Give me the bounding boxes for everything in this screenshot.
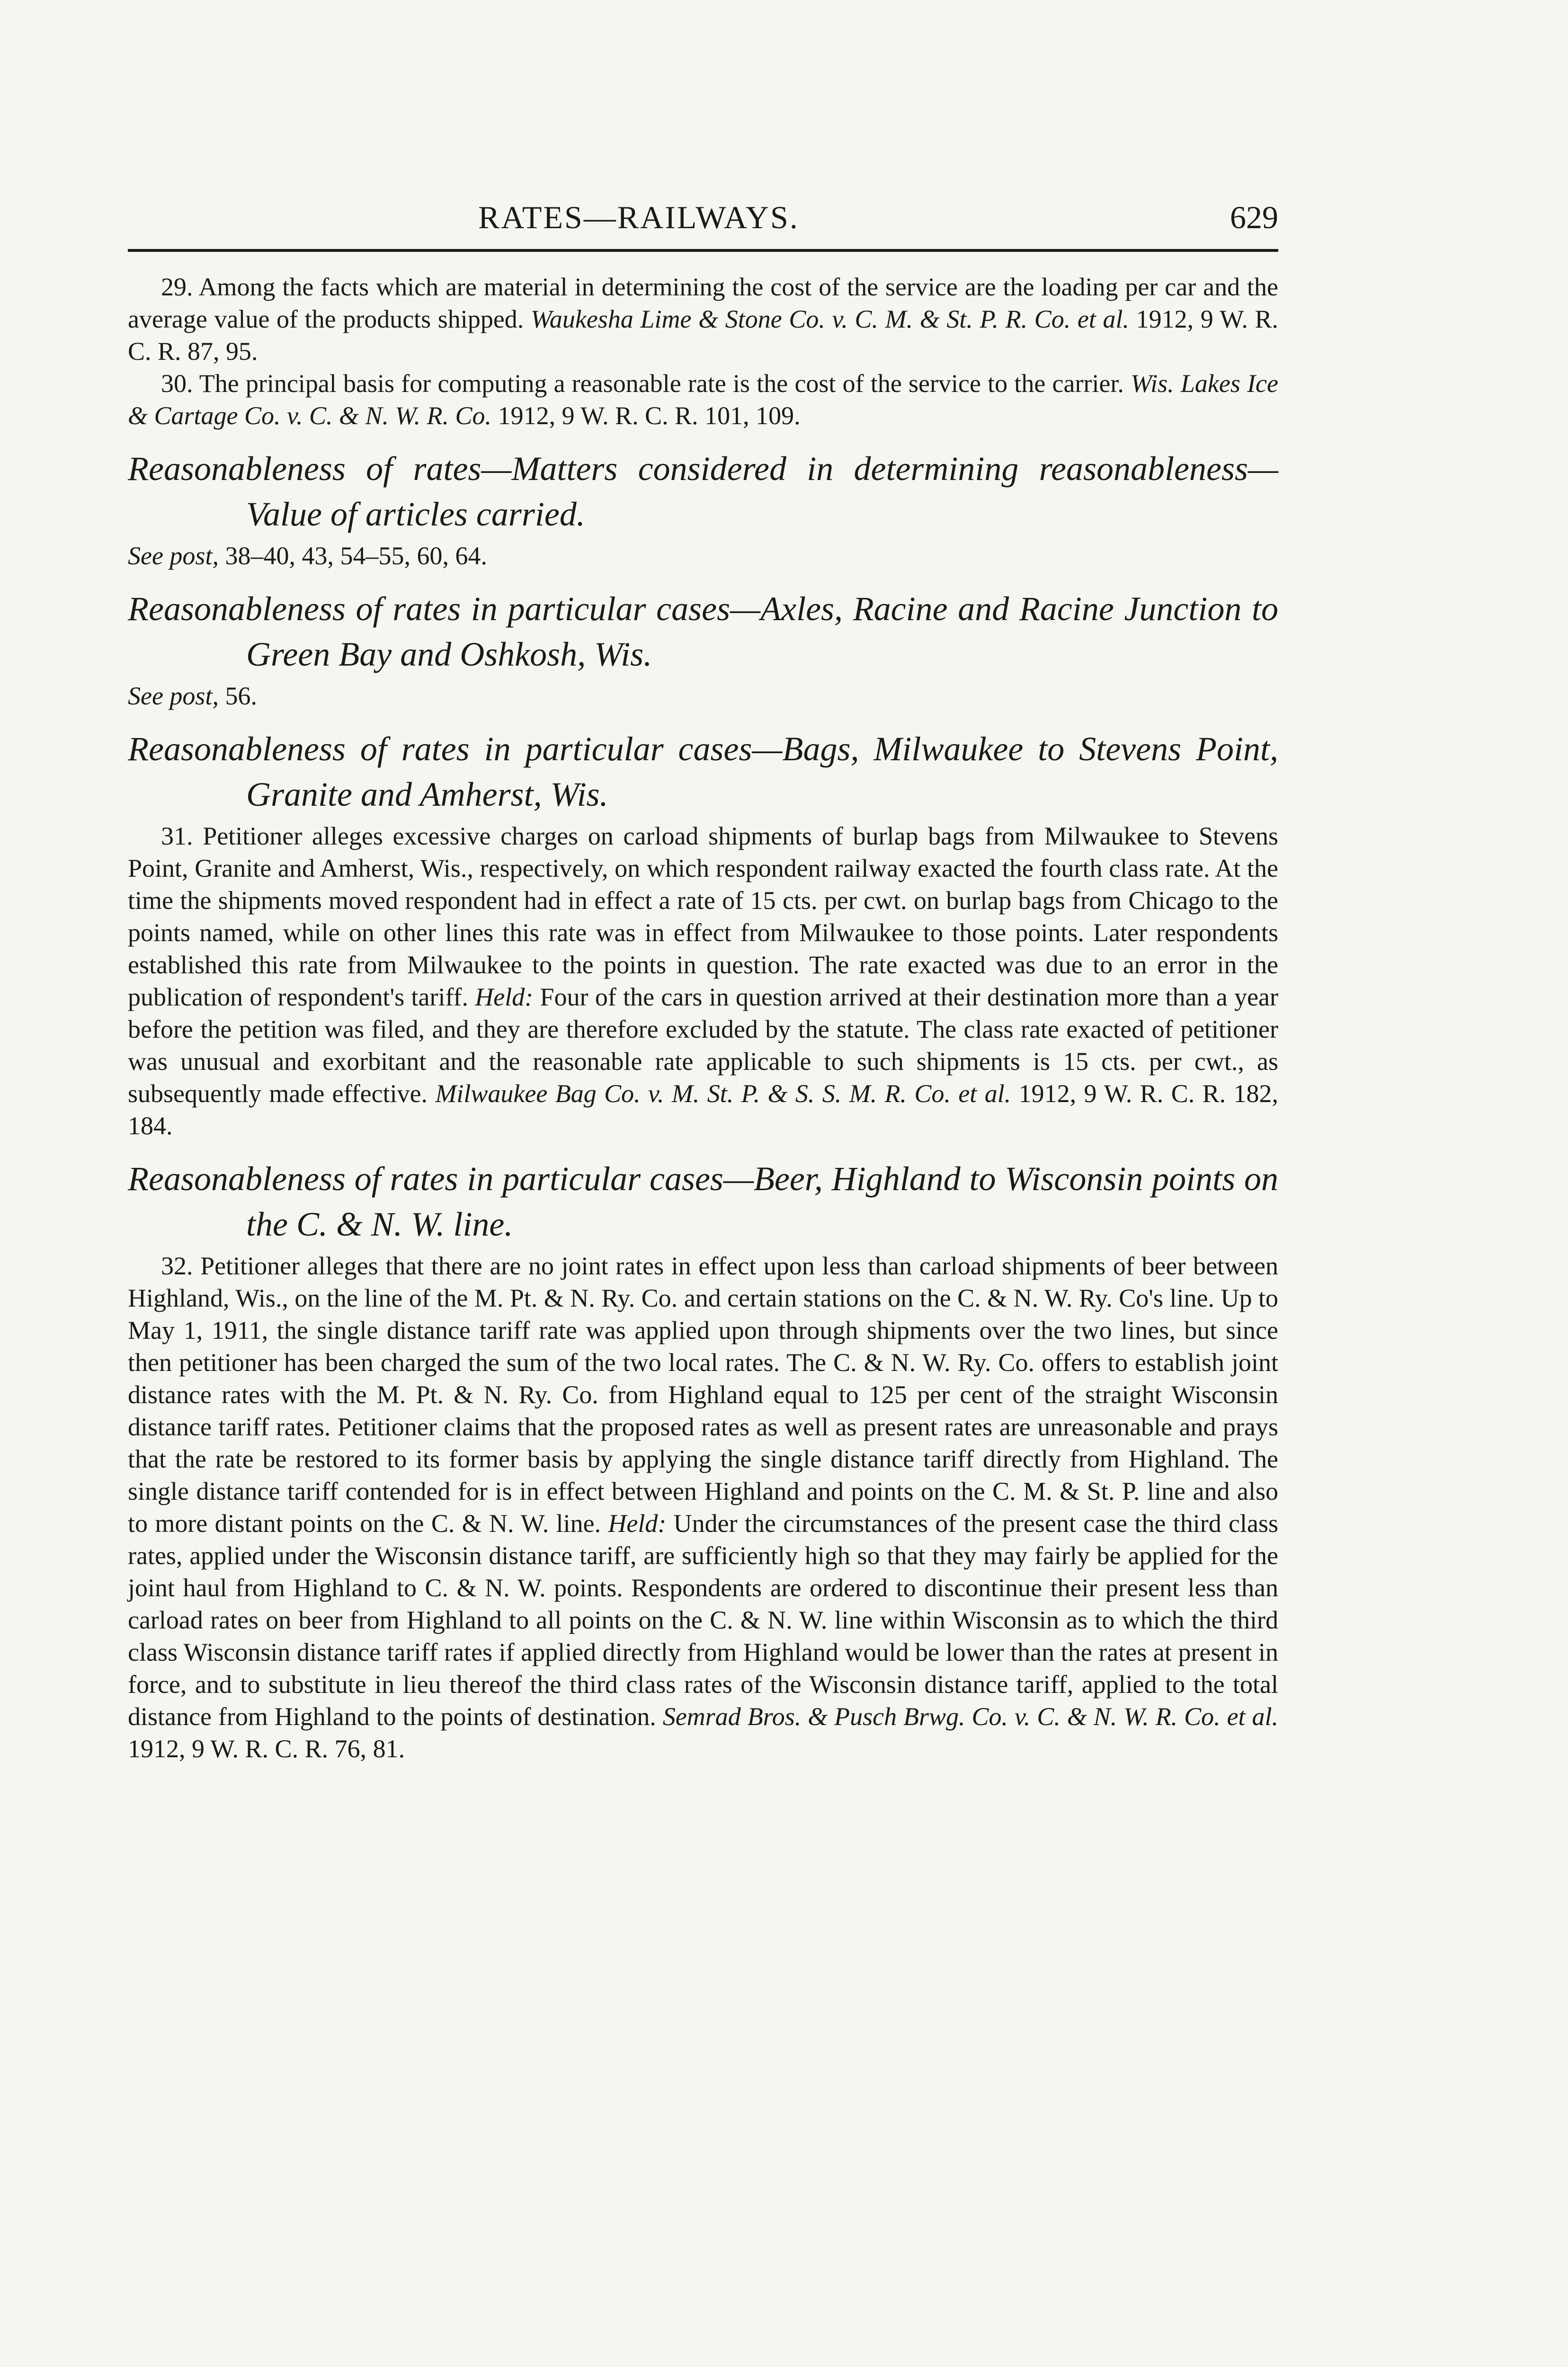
section-heading-beer: Reasonableness of rates in particular cases—Beer, Highland to Wisconsin points on the C. & N. W. line.: [128, 1160, 1278, 1243]
see-post-label: See post,: [128, 542, 219, 570]
section-heading-axles: Reasonableness of rates in particular cases—Axles, Racine and Racine Junction to Green Bay and Oshkosh, Wis.: [128, 590, 1278, 673]
paragraph-text: 32. Petitioner alleges that there are no joint rates in effect upon less than carload shipments of beer between Highland, Wis., on the line of the M. Pt. & N. Ry. Co. and certain stations on the C. & N. W. Ry. Co's line. Up to May 1, 1911, the single distance tariff rate was applied upon through shipments over the two lines, but since then petitioner has been charged the sum of the two local rates. The C. & N. W. Ry. Co. offers to establish joint distance rates with the M. Pt. & N. Ry. Co. from Highland equal to 125 per cent of the straight Wisconsin distance tariff rates. Petitioner claims that the proposed rates as well as present rates are unreasonable and prays that the rate be restored to its former basis by applying the single distance tariff directly from Highland. The single distance tariff contended for is in effect between Highland and points on the C. M. & St. P. line and also to more distant points on the C. & N. W. line.: [128, 1252, 1278, 1538]
running-head: [128, 189, 1278, 246]
see-post-reference: [128, 540, 1278, 572]
see-post-numbers: 38–40, 43, 54–55, 60, 64.: [218, 542, 487, 570]
paragraph-text: Under the circumstances of the present case the third class rates, applied under the Wisconsin distance tariff, are sufficiently high so that they may fairly be applied for the joint haul from Highland to C. & N. W. points. Respondents are ordered to discontinue their present less than carload rates on beer from Highland to all points on the C. & N. W. line within Wisconsin as to which the third class Wisconsin distance tariff rates if applied directly from Highland would be lower than the rates at present in force, and to substitute in lieu thereof the third class rates of the Wisconsin distance tariff, applied to the total distance from Highland to the points of destination.: [128, 1509, 1278, 1731]
paragraph-text: 29. Among the facts which are material in determining the cost of the service are the loading per car and the average value of the products shipped.: [128, 273, 1278, 333]
paragraph-29: [128, 271, 1278, 367]
paragraph-32: [128, 1250, 1278, 1765]
page-number: 629: [1230, 199, 1278, 235]
case-citation: Semrad Bros. & Pusch Brwg. Co. v. C. & N. W. R. Co. et al.: [662, 1702, 1278, 1731]
see-post-label: See post,: [128, 682, 219, 710]
section-heading-value-of-articles: Reasonableness of rates—Matters considered in determining reasonableness—Value of articles carried.: [128, 450, 1278, 533]
case-citation: Milwaukee Bag Co. v. M. St. P. & S. S. M. R. Co. et al.: [435, 1079, 1011, 1108]
reporter-citation: 1912, 9 W. R. C. R. 76, 81.: [128, 1735, 405, 1763]
paragraph-text: Four of the cars in question arrived at their destination more than a year before the petition was filed, and they are therefore excluded by the statute. The class rate exacted of petitioner was unusual and exorbitant and the reasonable rate applicable to such shipments is 15 cts. per cwt., as subsequently made effective.: [128, 983, 1278, 1108]
reporter-citation: 1912, 9 W. R. C. R. 101, 109.: [491, 401, 801, 430]
reporter-citation: 1912, 9 W. R. C. R. 87, 95.: [128, 305, 1279, 365]
page: [128, 189, 1278, 1765]
body-text: [128, 271, 1278, 1765]
paragraph-30: [128, 367, 1278, 432]
case-citation: Wis. Lakes Ice & Cartage Co. v. C. & N. W. R. Co.: [128, 369, 1278, 430]
held-label: Held:: [608, 1509, 667, 1538]
paragraph-31: [128, 820, 1278, 1142]
see-post-reference: [128, 680, 1278, 712]
header-rule: [128, 249, 1278, 252]
case-citation: Waukesha Lime & Stone Co. v. C. M. & St. P. R. Co. et al.: [530, 305, 1129, 333]
paragraph-text: 30. The principal basis for computing a reasonable rate is the cost of the service to the carrier.: [161, 369, 1131, 398]
running-title: RATES—RAILWAYS.: [478, 199, 799, 235]
reporter-citation: 1912, 9 W. R. C. R. 182, 184.: [128, 1079, 1278, 1140]
see-post-numbers: 56.: [218, 682, 257, 710]
paragraph-text: 31. Petitioner alleges excessive charges on carload shipments of burlap bags from Milwaukee to Stevens Point, Granite and Amherst, Wis., respectively, on which respondent railway exacted the fourth class rate. At the time the shipments moved respondent had in effect a rate of 15 cts. per cwt. on burlap bags from Chicago to the points named, while on other lines this rate was in effect from Milwaukee to those points. Later respondents established this rate from Milwaukee to the points in question. The rate exacted was due to an error in the publication of respondent's tariff.: [128, 822, 1278, 1011]
held-label: Held:: [475, 983, 534, 1011]
section-heading-bags: Reasonableness of rates in particular cases—Bags, Milwaukee to Stevens Point, Granite and Amherst, Wis.: [128, 730, 1278, 813]
